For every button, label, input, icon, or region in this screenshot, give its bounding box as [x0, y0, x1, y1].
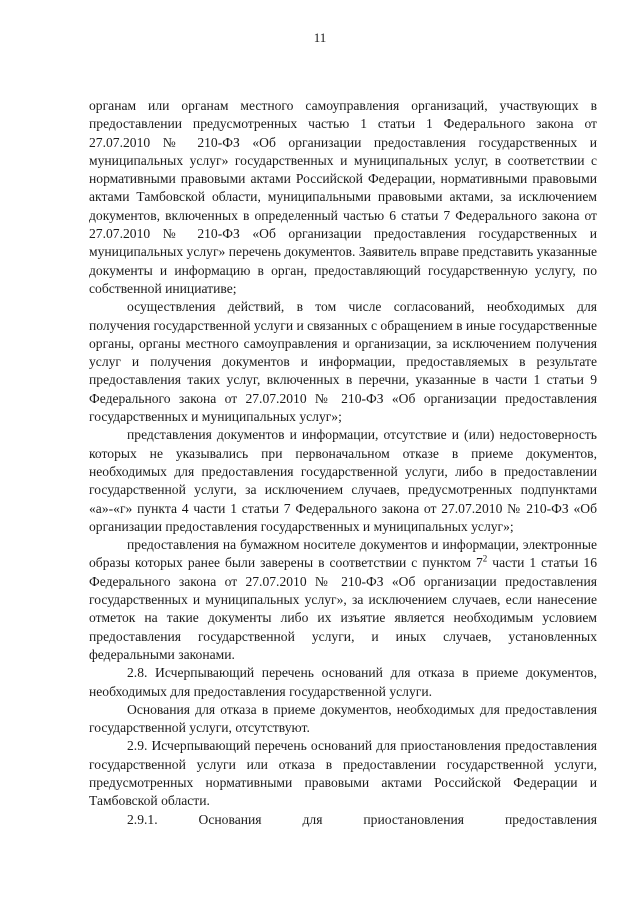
paragraph-paper-carrier-part1: предоставления на бумажном носителе документов и информации, электронные образы которых ранее были заверены в соответствии с пунктом 7	[89, 537, 597, 571]
document-body	[89, 97, 597, 829]
paragraph-2-9: 2.9. Исчерпывающий перечень оснований для приостановления предоставления государственной услуги или отказа в предоставлении государственной услуги, предусмотренных нормативными правовыми актами Российской Федерации и Тамбовской области.	[89, 738, 597, 809]
word: приостановления	[363, 811, 464, 827]
paragraph-documents: представления документов и информации, отсутствие и (или) недостоверность которых не указывались при первоначальном отказе в приеме документов, необходимых для предоставления государственной услуги, либо в предоставлении государственной услуги, за исключением случаев, предусмотренных подпунктами «а»-«г» пункта 4 части 1 статьи 7 Федерального закона от 27.07.2010 № 210-ФЗ «Об организации предоставления государственных и муниципальных услуг»;	[89, 427, 597, 534]
paragraph-grounds-refusal: Основания для отказа в приеме документов, необходимых для предоставления государственной услуги, отсутствуют.	[89, 701, 597, 736]
word: Основания	[198, 811, 262, 827]
clause-number: 2.9.1.	[127, 811, 158, 827]
paragraph-2-9-1-line	[89, 811, 597, 829]
paragraph-paper-carrier-part2: части 1 статьи 16 Федерального закона от 27.07.2010 № 210-ФЗ «Об организации предоставления государственных и муниципальных услуг», за исключением случаев, если нанесение отметок на такие документы либо их изъятие является необходимым условием предоставления государственной услуги, и иных случаев, установленных федеральными законами.	[89, 555, 597, 662]
word: для	[302, 811, 323, 827]
paragraph-paper-carrier	[89, 536, 597, 664]
word: предоставления	[504, 811, 597, 827]
paragraph-actions: осуществления действий, в том числе согласований, необходимых для получения государственной услуги и связанных с обращением в иные государственные органы, органы местного самоуправления и организации, за исключением получения услуг и получения документов и информации, предоставляемых в результате предоставления таких услуг, включенных в перечни, указанные в части 1 статьи 9 Федерального закона от 27.07.2010 № 210-ФЗ «Об организации предоставления государственных и муниципальных услуг»;	[89, 299, 597, 425]
superscript-number: 2	[482, 553, 488, 564]
paragraph-continuation: органам или органам местного самоуправления организаций, участвующих в предоставлении предусмотренных частью 1 статьи 1 Федерального закона от 27.07.2010 № 210-ФЗ «Об организации предоставления государственных и муниципальных услуг» государственных и муниципальных услуг, в соответствии с нормативными правовыми актами Российской Федерации, нормативными правовыми актами Тамбовской области, муниципальными правовыми актами, за исключением документов, включенных в определенный частью 6 статьи 7 Федерального закона от 27.07.2010 № 210-ФЗ «Об организации предоставления государственных и муниципальных услуг» перечень документов. Заявитель вправе представить указанные документы и информацию в орган, предоставляющий государственную услугу, по собственной инициативе;	[89, 98, 597, 296]
paragraph-2-8: 2.8. Исчерпывающий перечень оснований для отказа в приеме документов, необходимых для предоставления государственной услуги.	[89, 665, 597, 699]
page-number: 11	[313, 30, 327, 45]
